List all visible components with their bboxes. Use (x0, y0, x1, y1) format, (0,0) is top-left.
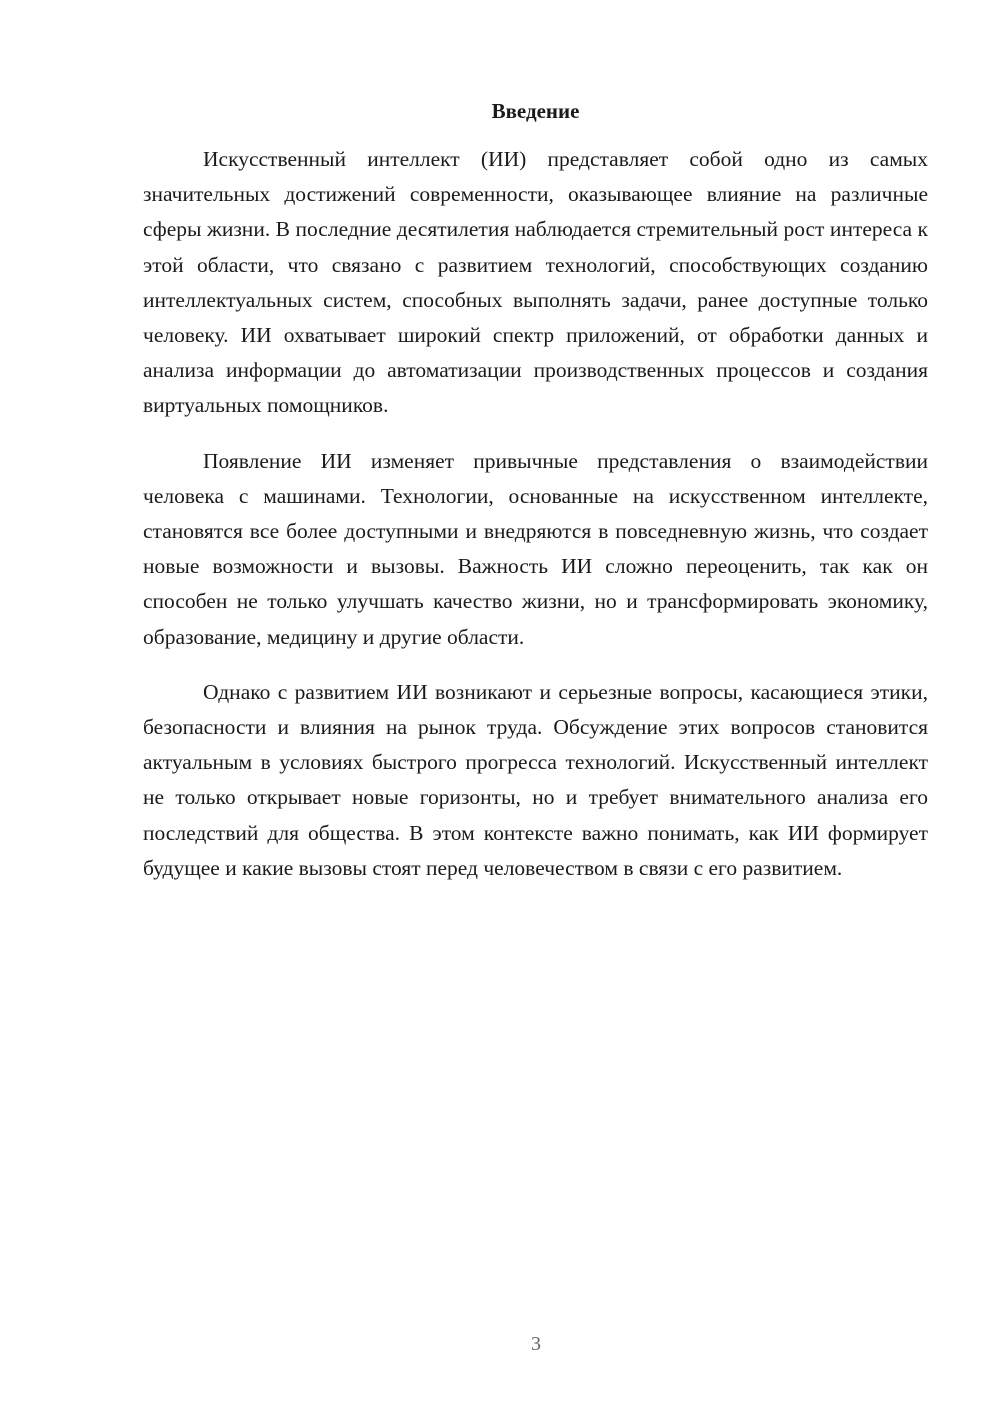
paragraph-1: Искусственный интеллект (ИИ) представляет собой одно из самых значительных достижений современности, оказывающее влияние на различные сферы жизни. В последние десятилетия наблюдается стремительный рост интереса к этой области, что связано с развитием технологий, способствующих созданию интеллектуальных систем, способных выполнять задачи, ранее доступные только человеку. ИИ охватывает широкий спектр приложений, от обработки данных и анализа информации до автоматизации производственных процессов и создания виртуальных помощников. (143, 147, 928, 418)
paragraph-2: Появление ИИ изменяет привычные представления о взаимодействии человека с машинами. Технологии, основанные на искусственном интеллекте, становятся все более доступными и внедряются в повседневную жизнь, что создает новые возможности и вызовы. Важность ИИ сложно переоценить, так как он способен не только улучшать качество жизни, но и трансформировать экономику, образование, медицину и другие области. (143, 448, 928, 649)
paragraph-3: Однако с развитием ИИ возникают и серьезные вопросы, касающиеся этики, безопасности и влияния на рынок труда. Обсуждение этих вопросов становится актуальным в условиях быстрого прогресса технологий. Искусственный интеллект не только открывает новые горизонты, но и требует внимательного анализа его последствий для общества. В этом контексте важно понимать, как ИИ формирует будущее и какие вызовы стоят перед человечеством в связи с его развитием. (143, 679, 928, 880)
body-text (143, 142, 928, 906)
section-title: Введение (491, 99, 580, 123)
page-number: 3 (531, 1333, 541, 1355)
